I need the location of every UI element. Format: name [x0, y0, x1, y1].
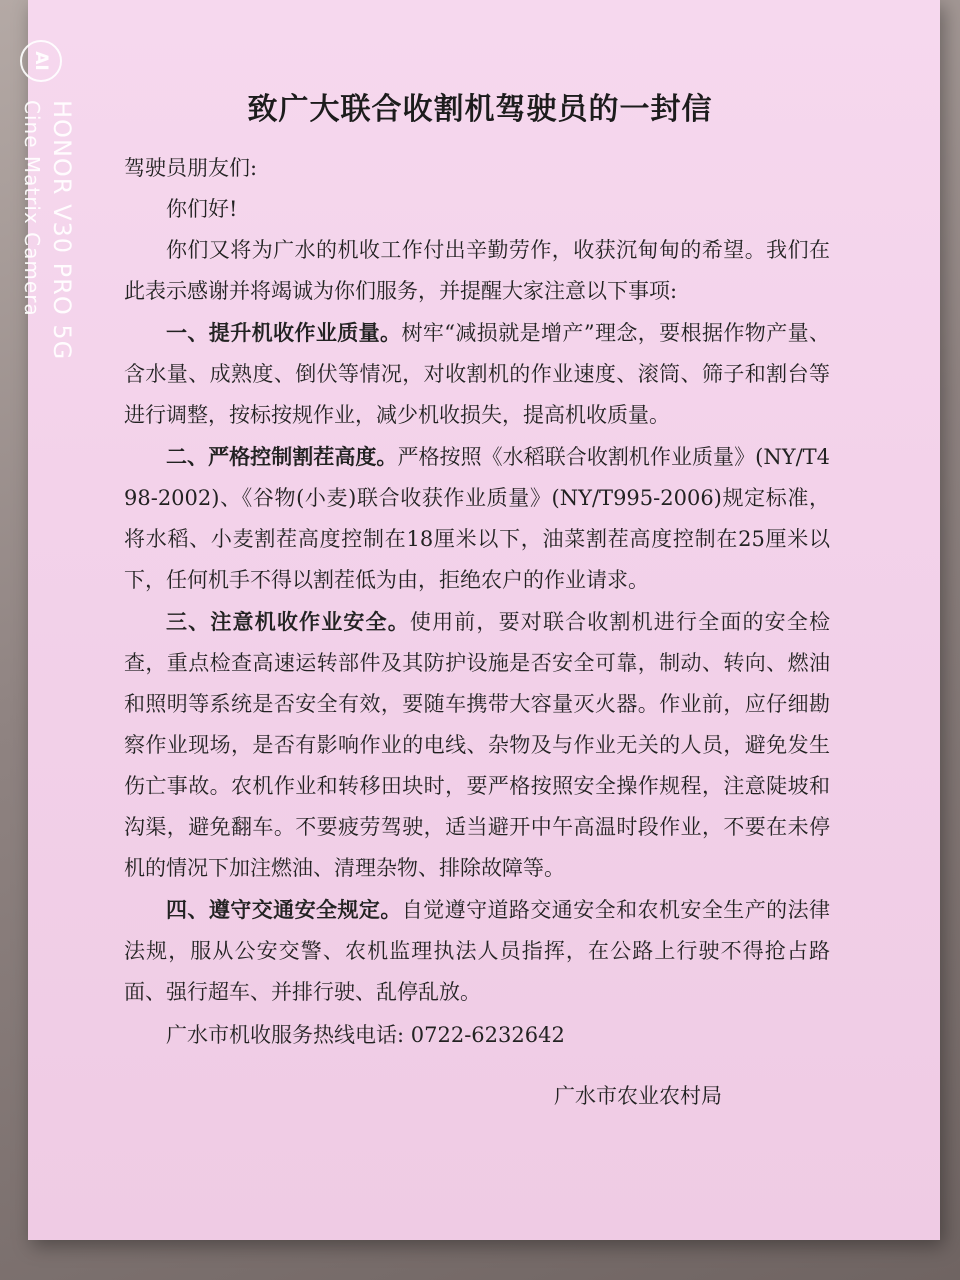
section-heading: 二、严格控制割茬高度。 — [166, 444, 398, 469]
watermark-device: HONOR V30 PRO 5G — [48, 100, 76, 361]
section-paragraph — [124, 889, 830, 1013]
letter-title: 致广大联合收割机驾驶员的一封信 — [247, 92, 713, 127]
signature: 广水市农业农村局 — [554, 1084, 722, 1108]
hotline: 广水市机收服务热线电话: 0722-6232642 — [166, 1023, 565, 1047]
camera-watermark — [6, 40, 76, 420]
section-paragraph — [124, 312, 830, 436]
section-text: 严格按照《水稻联合收割机作业质量》(NY/T498-2002)、《谷物(小麦)联合收获作业质量》(NY/T995-2006)规定标准，将水稻、小麦割茬高度控制在18厘米以下，油菜割茬高度控制在25厘米以下，任何机手不得以割茬低为由，拒绝农户的作业请求。 — [124, 445, 831, 592]
section-heading: 三、注意机收作业安全。 — [166, 609, 410, 634]
watermark-camera: Cine Matrix Camera — [20, 100, 44, 317]
letter-body — [124, 148, 830, 1056]
section-heading: 一、提升机收作业质量。 — [166, 320, 402, 345]
intro-paragraph: 你们又将为广水的机收工作付出辛勤劳作，收获沉甸甸的希望。我们在此表示感谢并将竭诚为你们服务，并提醒大家注意以下事项: — [124, 238, 830, 303]
section-text: 自觉遵守道路交通安全和农机安全生产的法律法规，服从公安交警、农机监理执法人员指挥，在公路上行驶不得抢占路面、强行超车、并排行驶、乱停乱放。 — [124, 898, 830, 1004]
section-paragraph — [124, 436, 830, 601]
section-heading: 四、遵守交通安全规定。 — [166, 897, 402, 922]
section-text: 使用前，要对联合收割机进行全面的安全检查，重点检查高速运转部件及其防护设施是否安全可靠，制动、转向、燃油和照明等系统是否安全有效，要随车携带大容量灭火器。作业前，应仔细勘察作业现场，是否有影响作业的电线、杂物及与作业无关的人员，避免发生伤亡事故。农机作业和转移田块时，要严格按照安全操作规程，注意陡坡和沟渠，避免翻车。不要疲劳驾驶，适当避开中午高温时段作业，不要在未停机的情况下加注燃油、清理杂物、排除故障等。 — [124, 610, 831, 880]
ai-logo-icon: AI — [20, 40, 62, 82]
section-text: 树牢“减损就是增产”理念，要根据作物产量、含水量、成熟度、倒伏等情况，对收割机的作业速度、滚筒、筛子和割台等进行调整，按标按规作业，减少机收损失，提高机收质量。 — [124, 321, 830, 427]
section-paragraph — [124, 601, 830, 889]
greeting: 你们好! — [166, 197, 238, 221]
salutation: 驾驶员朋友们: — [124, 156, 258, 180]
